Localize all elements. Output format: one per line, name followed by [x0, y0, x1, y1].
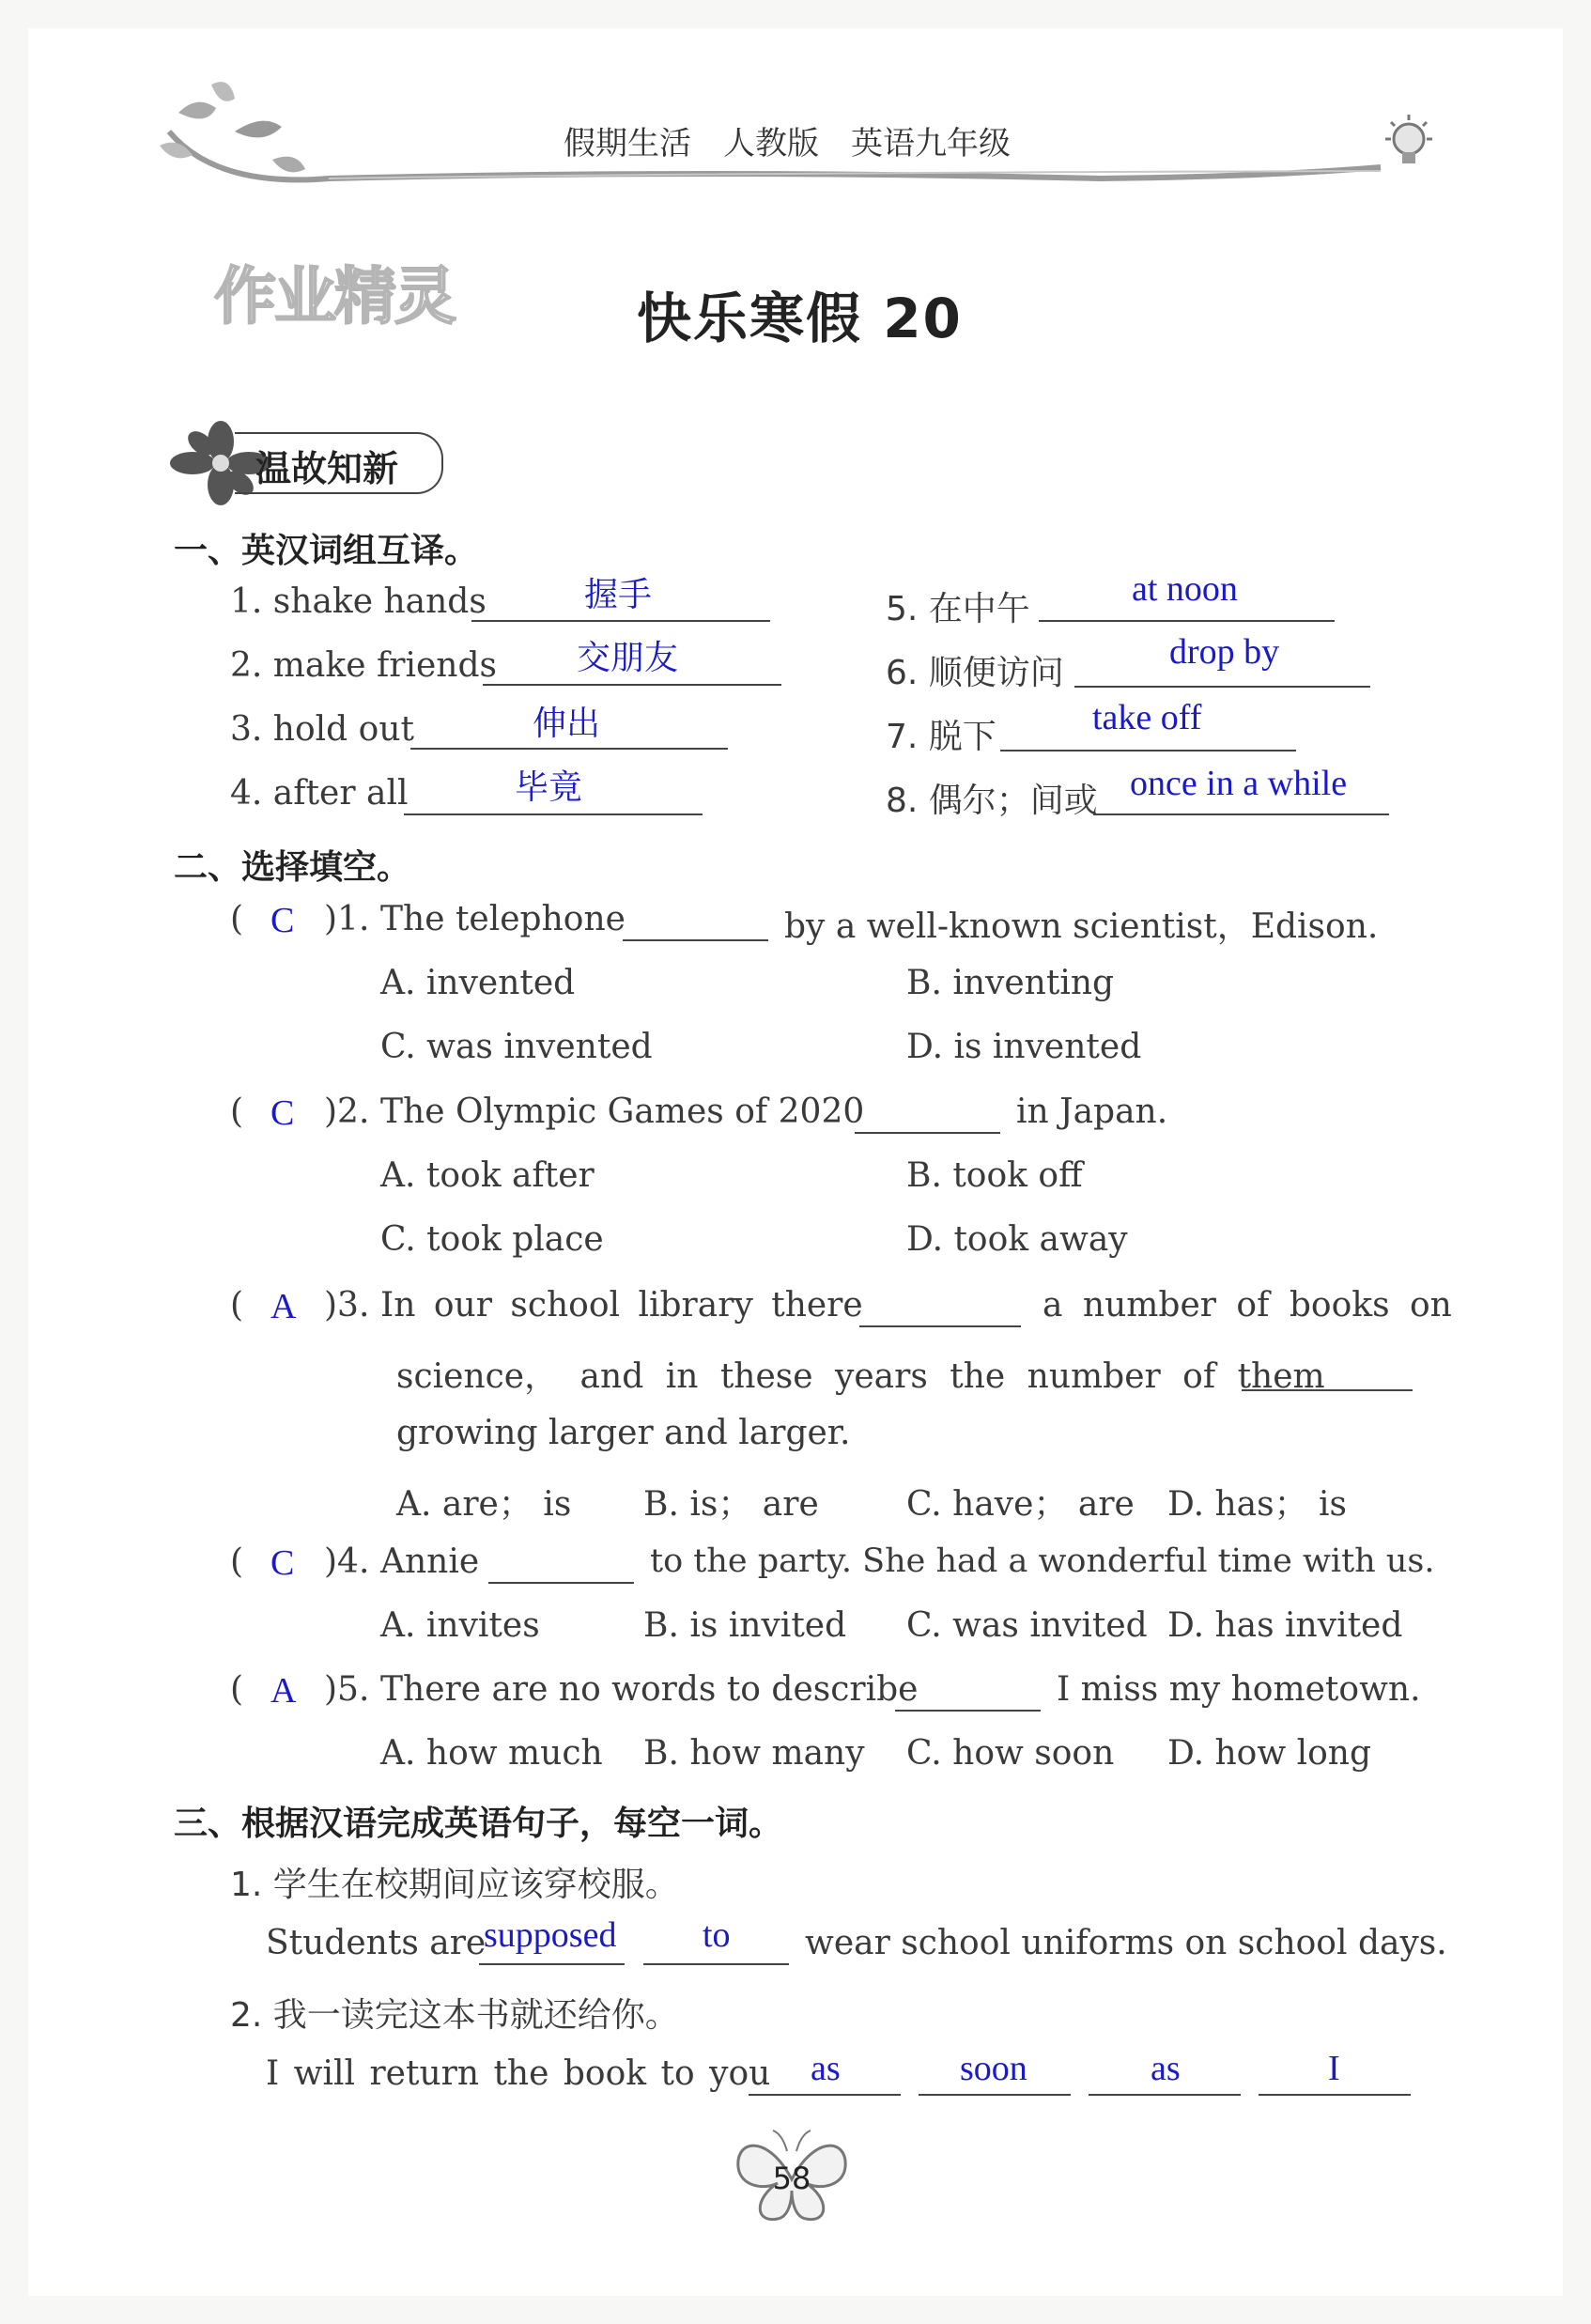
q3-paren-open: ( — [230, 1286, 244, 1325]
s1-item1-answer: 握手 — [584, 576, 653, 614]
q1-answer: C — [270, 901, 295, 940]
q5-answer: A — [270, 1671, 297, 1711]
q1-paren-open: ( — [230, 900, 244, 938]
q2-stem-before: The Olympic Games of 2020 — [380, 1092, 865, 1131]
q3-stem-before: In our school library there — [380, 1286, 863, 1325]
q2-answer: C — [270, 1093, 295, 1133]
q3-answer: A — [270, 1287, 297, 1326]
q3-option-d: D. has； is — [1167, 1485, 1348, 1524]
q5-option-d: D. how long — [1167, 1734, 1372, 1773]
page-title: 快乐寒假 20 — [637, 287, 963, 350]
s1-item6-blank — [1074, 686, 1370, 688]
q5-stem-before: There are no words to describe — [380, 1670, 919, 1709]
q1-num: )1. — [324, 900, 370, 938]
s3-item1-blank2 — [643, 1963, 789, 1965]
watermark-logo: 作业精灵 — [214, 260, 455, 333]
s1-item8-blank — [1093, 813, 1389, 815]
q2-stem-after: in Japan. — [1016, 1092, 1168, 1131]
q4-paren-open: ( — [230, 1542, 244, 1581]
s1-item5-blank — [1039, 620, 1335, 622]
q2-blank — [855, 1132, 1000, 1134]
page-number: 58 — [772, 2161, 811, 2196]
q1-option-c: C. was invented — [380, 1028, 653, 1066]
s3-item2-answer1: as — [811, 2049, 841, 2088]
s1-item7-answer: take off — [1092, 698, 1202, 737]
q4-blank — [488, 1582, 634, 1584]
s3-item2-blank1 — [749, 2094, 901, 2096]
s1-item4-blank — [404, 813, 703, 815]
s1-item6-label: 6. 顺便访问 — [886, 654, 1064, 692]
header-title: 假期生活 人教版 英语九年级 — [564, 125, 1011, 163]
q5-stem-after: I miss my hometown. — [1057, 1670, 1421, 1709]
q5-option-a: A. how much — [380, 1734, 603, 1773]
s3-item2-answer3: as — [1151, 2049, 1181, 2088]
q5-num: )5. — [324, 1670, 370, 1709]
section2-heading: 二、选择填空。 — [174, 848, 411, 887]
q1-blank — [623, 939, 768, 941]
s1-item8-label: 8. 偶尔；间或 — [886, 782, 1098, 820]
s3-item2-answer4: I — [1328, 2049, 1340, 2088]
q2-option-d: D. took away — [906, 1220, 1128, 1259]
lightbulb-icon — [1376, 111, 1442, 177]
q5-blank — [895, 1710, 1041, 1712]
s1-item1-label: 1. shake hands — [230, 582, 487, 621]
s1-item7-blank — [1000, 750, 1296, 751]
q5-option-b: B. how many — [643, 1734, 865, 1773]
s3-item1-after: wear school uniforms on school days. — [805, 1924, 1447, 1962]
s3-item2-before: I will return the book to you — [266, 2054, 771, 2093]
s1-item3-blank — [410, 748, 728, 750]
q4-option-a: A. invites — [380, 1606, 540, 1645]
s3-item2-blank2 — [919, 2094, 1071, 2096]
s1-item2-answer: 交朋友 — [577, 639, 679, 677]
s3-item1-blank1 — [479, 1963, 625, 1965]
s1-item5-label: 5. 在中午 — [886, 590, 1030, 628]
section3-heading: 三、根据汉语完成英语句子，每空一词。 — [174, 1805, 783, 1843]
s1-item1-blank — [471, 620, 770, 622]
q3-stem-line2: science， and in these years the number of them — [396, 1357, 1325, 1396]
s1-item8-answer: once in a while — [1130, 764, 1348, 803]
s3-item1-before: Students are — [266, 1924, 487, 1962]
s1-item3-answer: 伸出 — [533, 705, 601, 743]
q4-option-d: D. has invited — [1167, 1606, 1403, 1645]
q3-stem-line3: growing larger and larger. — [396, 1414, 851, 1452]
s3-item2-blank3 — [1089, 2094, 1241, 2096]
s1-item2-blank — [483, 684, 781, 686]
q1-option-a: A. invented — [380, 964, 576, 1002]
q4-option-b: B. is invited — [643, 1606, 847, 1645]
q3-option-b: B. is； are — [643, 1485, 819, 1524]
s1-item5-answer: at noon — [1132, 569, 1238, 609]
q1-option-b: B. inventing — [906, 964, 1115, 1002]
q2-num: )2. — [324, 1092, 370, 1131]
q5-paren-open: ( — [230, 1670, 244, 1709]
q4-option-c: C. was invited — [906, 1606, 1148, 1645]
q4-stem-before: Annie — [380, 1542, 480, 1581]
q4-stem-after: to the party. She had a wonderful time with us. — [650, 1542, 1435, 1580]
s1-item3-label: 3. hold out — [230, 710, 414, 749]
q5-option-c: C. how soon — [906, 1734, 1115, 1773]
q3-option-a: A. are； is — [396, 1485, 572, 1524]
s3-item2-answer2: soon — [960, 2049, 1027, 2088]
q3-blank1 — [859, 1325, 1021, 1327]
q3-num: )3. — [324, 1286, 370, 1325]
s3-item1-answer1: supposed — [484, 1915, 617, 1955]
s3-item1-answer2: to — [703, 1915, 731, 1955]
s1-item4-label: 4. after all — [230, 774, 409, 813]
q2-option-c: C. took place — [380, 1220, 604, 1259]
s3-item2-blank4 — [1259, 2094, 1411, 2096]
q3-blank2 — [1242, 1389, 1413, 1391]
q4-num: )4. — [324, 1542, 370, 1581]
q1-stem-after: by a well-known scientist，Edison. — [784, 907, 1379, 946]
s1-item7-label: 7. 脱下 — [886, 718, 996, 756]
q2-option-a: A. took after — [380, 1156, 595, 1195]
q3-option-c: C. have； are — [906, 1485, 1135, 1524]
q3-stem-after: a number of books on — [1043, 1286, 1452, 1325]
s1-item6-answer: drop by — [1169, 632, 1280, 672]
badge-label: 温故知新 — [255, 448, 399, 489]
s3-item2-chinese: 2. 我一读完这本书就还给你。 — [230, 1996, 679, 2035]
s1-item4-answer: 毕竟 — [515, 768, 583, 807]
q1-option-d: D. is invented — [906, 1028, 1142, 1066]
q1-stem-before: The telephone — [380, 900, 626, 938]
s3-item1-chinese: 1. 学生在校期间应该穿校服。 — [230, 1866, 679, 1904]
section1-heading: 一、英汉词组互译。 — [174, 532, 479, 570]
q2-option-b: B. took off — [906, 1156, 1083, 1195]
q4-answer: C — [270, 1543, 295, 1583]
s1-item2-label: 2. make friends — [230, 646, 498, 685]
q2-paren-open: ( — [230, 1092, 244, 1131]
